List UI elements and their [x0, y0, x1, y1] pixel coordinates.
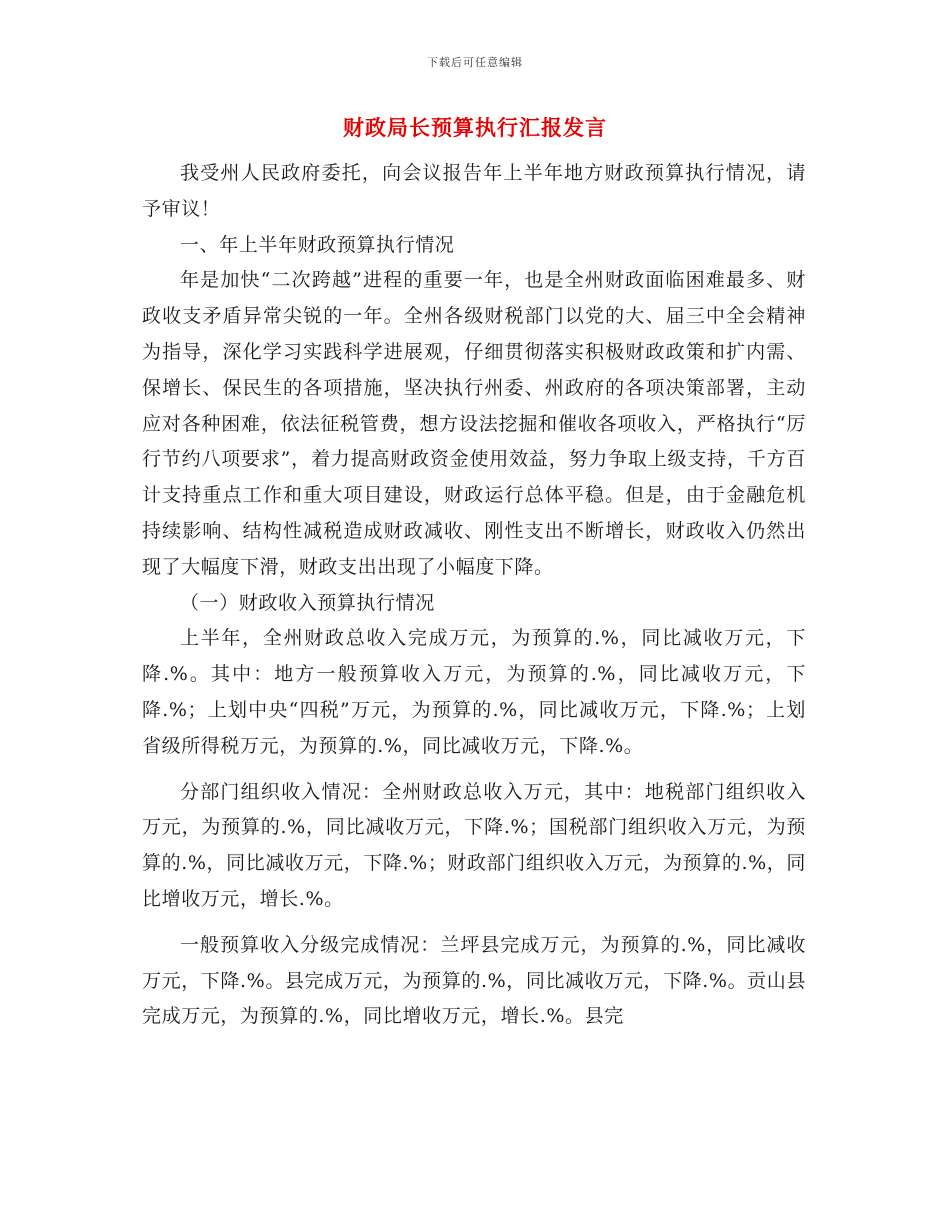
paragraph-revenue-total: 上半年，全州财政总收入完成万元，为预算的.%，同比减收万元，下降.%。其中：地方一般预算收入万元，为预算的.%，同比减收万元，下降.%；上划中央“四税”万元，为预算的.%，同比减收万元，下降.%；上划省级所得税万元，为预算的.%，同比减收万元，下降.%。	[142, 627, 806, 757]
section-heading-1: 一、年上半年财政预算执行情况	[180, 233, 455, 256]
paragraph-revenue-by-county: 一般预算收入分级完成情况：兰坪县完成万元，为预算的.%，同比减收万元，下降.%。县完成万元，为预算的.%，同比减收万元，下降.%。贡山县完成万元，为预算的.%，同比增收万元，增长.%。县完	[142, 933, 806, 1028]
paragraph-overview: 年是加快“二次跨越”进程的重要一年，也是全州财政面临困难最多、财政收支矛盾异常尖锐的一年。全州各级财税部门以党的大、届三中全会精神为指导，深化学习实践科学进展观，仔细贯彻落实积极财政政策和扩内需、保增长、保民生的各项措施，坚决执行州委、州政府的各项决策部署，主动应对各种困难，依法征税管费，想方设法挖掘和催收各项收入，严格执行“厉行节约八项要求”，着力提高财政资金使用效益，努力争取上级支持，千方百计支持重点工作和重大项目建设，财政运行总体平稳。但是，由于金融危机持续影响、结构性减税造成财政减收、刚性支出不断增长，财政收入仍然出现了大幅度下滑，财政支出出现了小幅度下降。	[142, 269, 806, 578]
document-body	[142, 156, 806, 1035]
document-title: 财政局长预算执行汇报发言	[343, 116, 607, 140]
header-note: 下载后可任意编辑	[427, 56, 523, 69]
paragraph-revenue-by-department: 分部门组织收入情况：全州财政总收入万元，其中：地税部门组织收入万元，为预算的.%，同比减收万元，下降.%；国税部门组织收入万元，为预算的.%，同比减收万元，下降.%；财政部门组织收入万元，为预算的.%，同比增收万元，增长.%。	[142, 780, 806, 910]
subsection-heading-1: （一）财政收入预算执行情况	[180, 591, 435, 614]
paragraph-intro: 我受州人民政府委托，向会议报告年上半年地方财政预算执行情况，请予审议！	[142, 162, 806, 220]
